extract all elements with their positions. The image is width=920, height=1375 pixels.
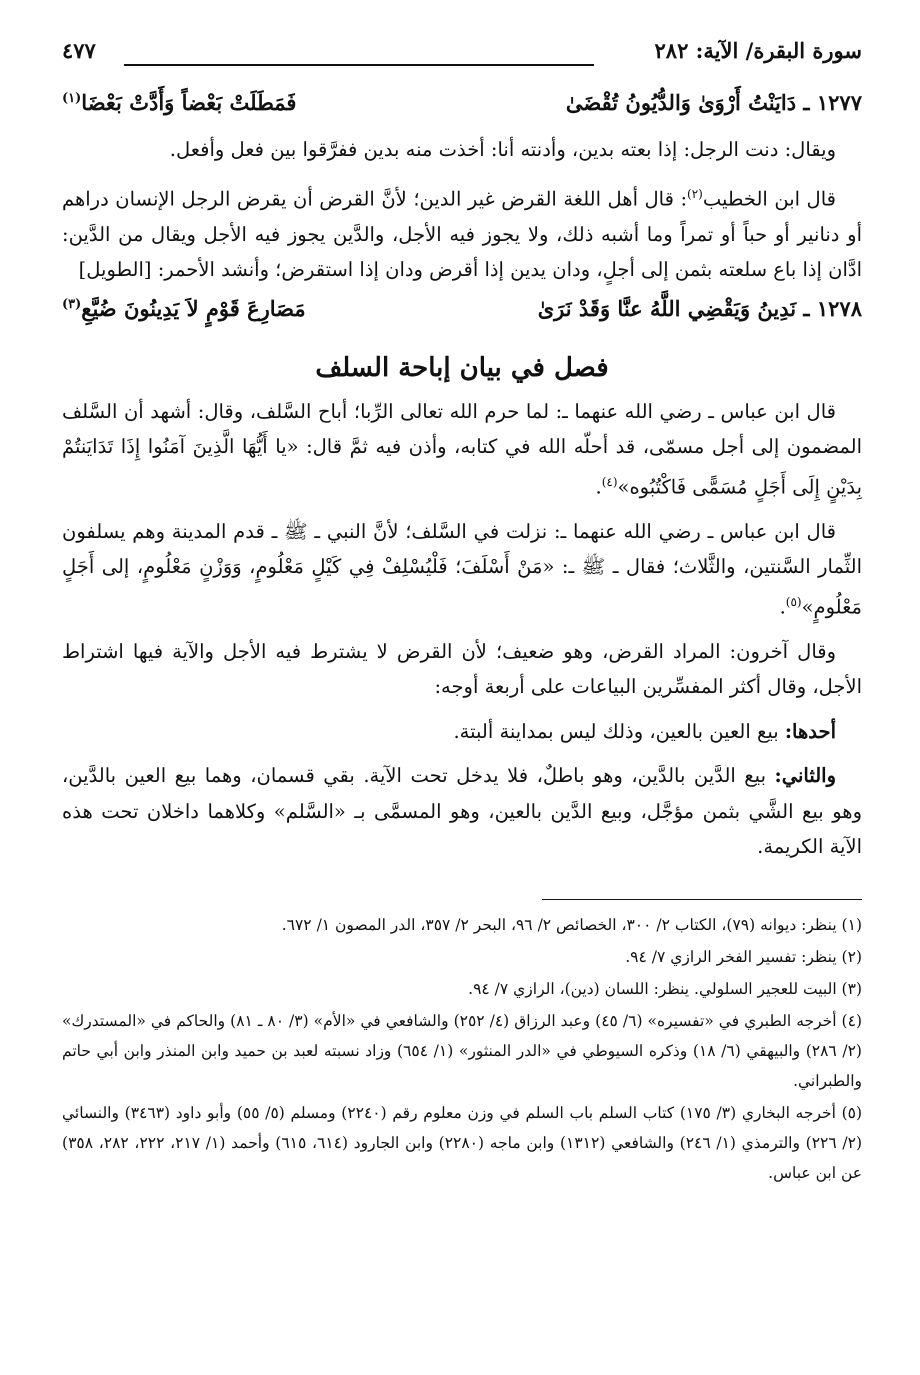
verse-first-hemistich: ١٢٧٨ ـ نَدِينُ وَيَقْضِي اللَّهُ عنَّا وَقَدْ نَرَىٰ [537,295,862,321]
footnote-divider [542,899,862,900]
paragraph: قال ابن عباس ـ رضي الله عنهما ـ: لما حرم الله تعالى الرِّبا؛ أباح السَّلف، وقال: أشهد أن السَّلف المضمون إلى أجل مسمّى، قد أحلّه الله في كتابه، وأذن فيه ثمَّ قال: «يا أَيُّهَا الَّذِينَ آمَنُوا إِذَا تَدَايَنتُمْ بِدَيْنٍ إِلَى أَجَلٍ مُسَمًّى فَاكْتُبُوه»$^{(٤)}$. [62,399,862,498]
footnote-marker: (٤) [601,474,618,489]
footnote: (٣) البيت للعجير السلولي. ينظر: اللسان (دين)، الرازي ٧/ ٩٤. [468,979,862,998]
footnote: (٤) أخرجه الطبري في «تفسيره» (٦/ ٤٥) وعبد الرزاق (٤/ ٢٥٢) والشافعي في «الأم» (٣/ ٨٠ ـ ٨١) والحاكم في «المستدرك» (٢/ ٢٨٦) والبيهقي (٦/ ١٨) وذكره السيوطي في «الدر المنثور» (١/ ٦٥٤) وزاد نسبته لعبد بن حميد وابن المنذر وابن أبي حاتم والطبراني. [62,1011,862,1090]
list-term: والثاني: [774,764,836,787]
paragraph: قال ابن عباس ـ رضي الله عنهما ـ: نزلت في السَّلف؛ لأنَّ النبي ـ ﷺ ـ قدم المدينة وهم يسلفون الثِّمار السَّنتين، والثَّلاث؛ فقال ـ ﷺ ـ: «مَنْ أَسْلَفَ؛ فَلْيُسْلِفْ فِي كَيْلٍ مَعْلُومٍ، وَوَزْنٍ مَعْلُومٍ، إلى أَجَلٍ مَعْلُومٍ»$^{(٥)}$. [62,519,862,618]
verse-number: ١٢٧٨ ـ [796,295,862,321]
list-term: أحدها: [784,719,836,743]
verse-second-hemistich: مَصَارِعَ قَوْمٍ لاَ يَدِينُونَ ضُيَّعِ$^{(٣)}$ [62,295,306,321]
footnote: (١) ينظر: ديوانه (٧٩)، الكتاب ٢/ ٣٠٠، الخصائص ٢/ ٩٦، البحر ٢/ ٣٥٧، الدر المصون ١/ ٦٧٢. [281,915,862,934]
footnote-marker: (٥) [785,594,802,609]
poetry-verse-1278 [62,292,862,338]
footnotes [62,910,862,1188]
header-title: سورة البقرة/ الآية: ٢٨٢ [654,38,862,63]
footnote-marker: (١) [62,91,82,106]
paragraph: ويقال: دنت الرجل: إذا بعته بدين، وأدنته أنا: أخذت منه بدين ففرَّقوا بين فعل وأفعل. [169,138,836,161]
footnote-marker: (٣) [62,296,82,312]
poetry-verse-1277 [62,86,862,132]
footnote-marker: (٢) [687,186,703,201]
verse-second-hemistich: فَمَطَلَتْ بَعْضاً وَأَدَّتْ بَعْضَا$^{(١)}$ [62,90,297,115]
page [62,38,862,1190]
footnote: (٢) ينظر: تفسير الفخر الرازي ٧/ ٩٤. [625,947,862,966]
section-title: فصل في بيان إباحة السلف [315,352,609,383]
verse-number: ١٢٧٧ ـ [796,90,862,115]
header-rule [124,64,594,66]
verse-first-hemistich: ١٢٧٧ ـ دَايَنْتُ أَرْوَىٰ وَالدُّيُونُ تُقْضَىٰ [565,90,862,115]
paragraph: وقال آخرون: المراد القرض، وهو ضعيف؛ لأن القرض لا يشترط فيه الأجل والآية فيها اشتراط الأجل، وقال أكثر المفسِّرين البياعات على أربعة أوجه: [62,639,862,698]
paragraph: والثاني: بيع الدَّين بالدَّين، وهو باطلٌ، فلا يدخل تحت الآية. بقي قسمان، وهما بيع العين بالدَّين، وهو بيع الشَّي بثمن مؤجَّل، وبيع الدَّين بالعين، وهو المسمَّى بـ «السَّلم» وكلاهما داخلان تحت هذه الآية الكريمة. [62,764,862,858]
page-number: ٤٧٧ [62,38,96,63]
paragraph: قال ابن الخطيب$^{(٢)}$: قال أهل اللغة القرض غير الدين؛ لأنَّ القرض أن يقرض الرجل الإنسان دراهم أو دنانير أو حباً أو تمراً وما أشبه ذلك، ولا يجوز فيه الأجل، والدَّين يجوز فيه الأجل ويقال من الدَّين: ادَّان إذا باع سلعته بثمن إلى أجلٍ، ودان يدين إذا أقرض ودان إذا استقرض؛ وأنشد الأحمر: [الطويل] [62,186,862,281]
paragraph: أحدها: بيع العين بالعين، وذلك ليس بمداينة ألبتة. [453,719,836,743]
footnote: (٥) أخرجه البخاري (٣/ ١٧٥) كتاب السلم باب السلم في وزن معلوم رقم (٢٢٤٠) ومسلم (٥/ ٥٥) وأبو داود (٣٤٦٣) والنسائي (٢/ ٢٢٦) والترمذي (١/ ٢٤٦) والشافعي (١٣١٢) وابن ماجه (٢٢٨٠) وابن الجارود (٦١٤، ٦١٥) وأحمد (١/ ٢١٧، ٢٢٢، ٢٨٢، ٣٥٨) عن ابن عباس. [62,1103,863,1182]
running-header [62,38,862,72]
